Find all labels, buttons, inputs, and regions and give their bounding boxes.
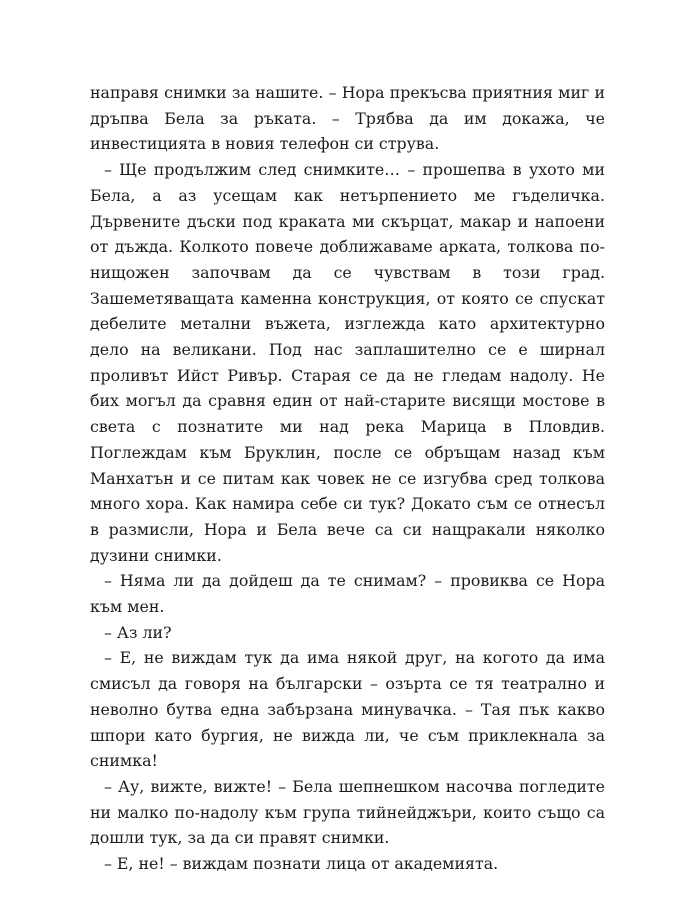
paragraph-6: – Ау, вижте, вижте! – Бела шепнешком насочва погледите ни малко по-надолу към група тийнейджъри, които също са дошли тук, за да си правят снимки. — [90, 776, 605, 848]
paragraph-7: – Е, не! – виждам познати лица от академията. — [104, 854, 499, 874]
book-page-text — [90, 80, 605, 877]
paragraph-5: – Е, не виждам тук да има някой друг, на когото да има смисъл да говоря на български – озърта се тя театрално и неволно бутва една забързана минувачка. – Тая пък какво шпори като бургия, не вижда ли, че съм приклекнала за снимка! — [90, 648, 605, 771]
paragraph-4: – Аз ли? — [104, 622, 172, 642]
paragraph-1: направя снимки за нашите. – Нора прекъсва приятния миг и дръпва Бела за ръката. – Трябва да им докажа, че инвестицията в новия телефон си струва. — [90, 83, 605, 154]
paragraph-3: – Няма ли да дойдеш да те снимам? – провиква се Нора към мен. — [90, 571, 605, 617]
paragraph-2: – Ще продължим след снимките… – прошепва в ухото ми Бела, а аз усещам как нетърпението ме гъделичка. Дървените дъски под краката ми скърцат, макар и напоени от дъжда. Колкото повече доближаваме арката, толкова по-нищожен започвам да се чувствам в този град. Зашеметяващата каменна конструкция, от която се спускат дебелите метални въжета, изглежда като архитектурно дело на великани. Под нас заплашително се е ширнал проливът Ийст Ривър. Старая се да не гледам надолу. Не бих могъл да сравня един от най-старите висящи мостове в света с познатите ми над река Марица в Пловдив. Поглеждам към Бруклин, после се обръщам назад към Манхатън и се питам как човек не се изгубва сред толкова много хора. Как намира себе си тук? Докато съм се отнесъл в размисли, Нора и Бела вече са си нащракали няколко дузини снимки. — [90, 160, 605, 565]
